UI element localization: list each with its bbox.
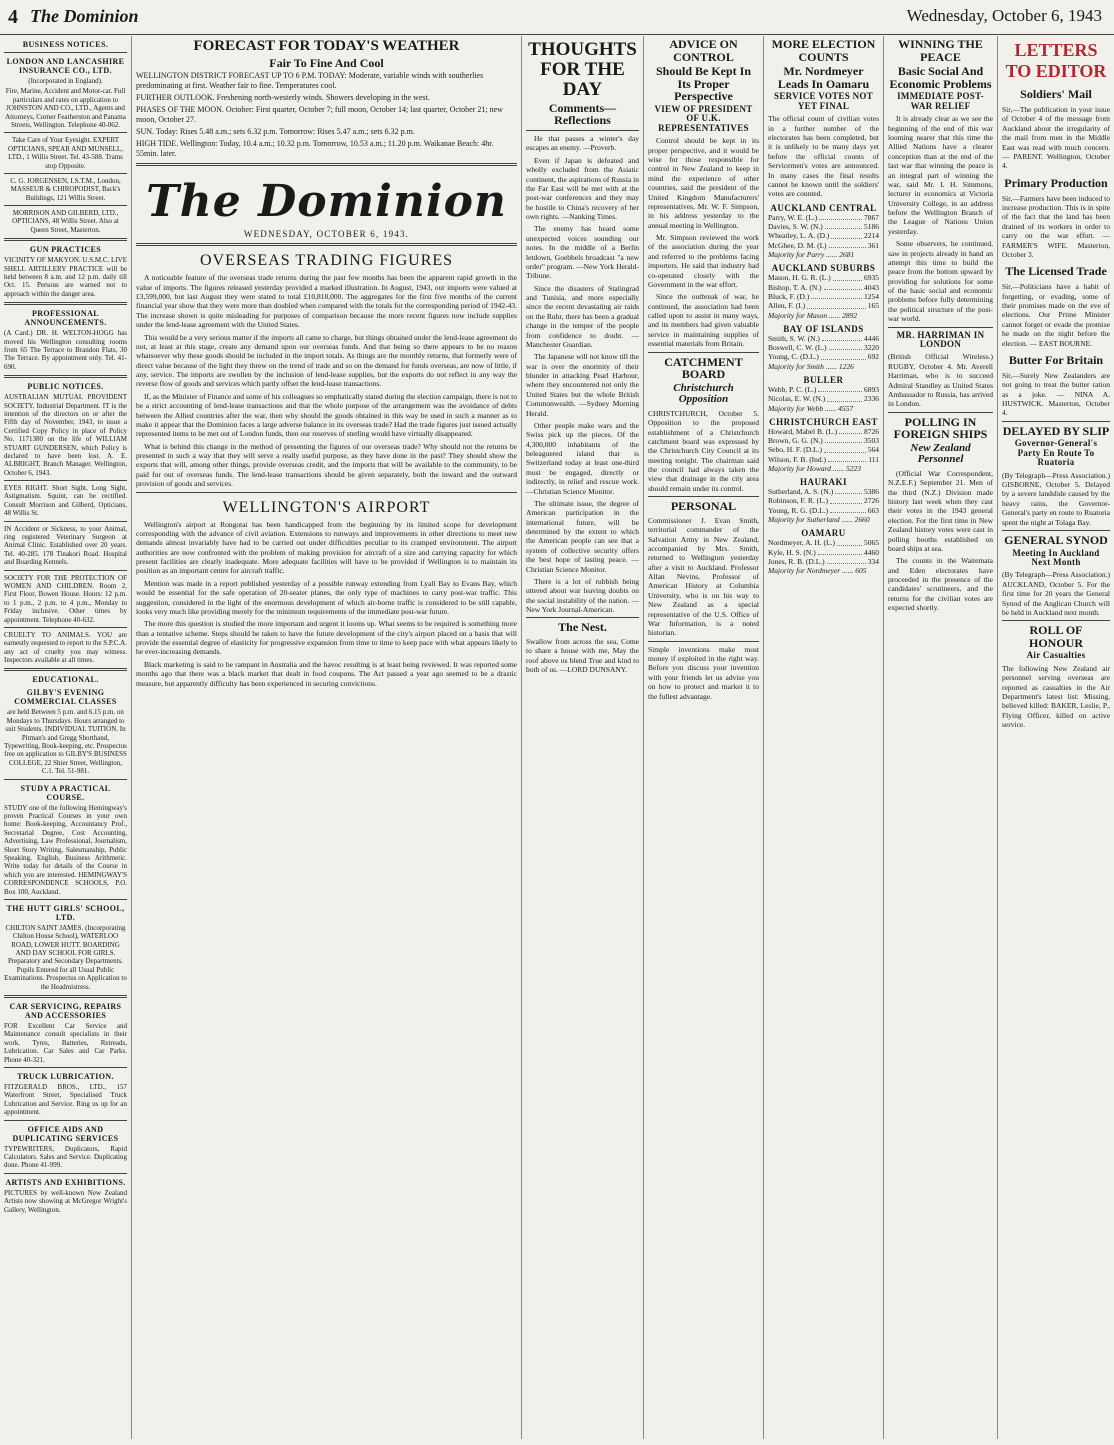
- thoughts-subheading: Comments—Reflections: [548, 100, 617, 128]
- catchment-body: CHRISTCHURCH, October 5. Opposition to the proposed establishment of a Christchurch catchment board was expressed by the Christchurch City Council at its meeting tonight. The chairman said the council had always taken the view that drainage in the city area should remain under its control.: [648, 408, 759, 493]
- office-aids-text: TYPEWRITERS, Duplicators, Rapid Calculators. Sales and Service. Duplicating done. Phone 41-999.: [4, 1144, 127, 1170]
- candidate-row: [768, 213, 879, 222]
- candidate-name: Webb, P. C. (L.): [768, 384, 817, 394]
- candidate-row: [768, 436, 879, 445]
- editorial-trade-p2: This would be a very serious matter if the imports all came to charge, but things obtained under the lend-lease agreement do not, at least at this stage, create any demand upon our overseas funds. And that being so there appears to be no reason whatsoever why these goods should be included in the import totals. As things are the monthly returns, that formerly were of direct value because of the light they threw on the trend of trade and so on the demand for funds overseas, are now of little, if any, service. The imports are swollen by the inclusion of lend-lease supplies, but the exports do not reflect in any way the reverse flow of goods and services which partly offset the lend-lease transactions.: [136, 332, 517, 389]
- electorate-majority: Majority for Parry ...... 2681: [768, 250, 855, 260]
- weather-outlook: FURTHER OUTLOOK. Freshening north-westerly winds. Showers developing in the west.: [136, 93, 430, 103]
- candidate-row: [768, 487, 879, 496]
- harriman-body: (British Official Wireless.) RUGBY, October 4. Mr. Averell Harriman, who is to succeed Admiral Standley as United States Ambassador to Russia, has arrived in London.: [888, 352, 993, 409]
- editorial-airport-p2: Mention was made in a report published yesterday of a possible runway extending from Lyall Bay to Evans Bay, which would be essential for the safe operation of 20-seater planes, the only type of machines to carry post-war traffic. This suggestion, considered in the light of the enormous development of which air-borne traffic is considered to be still capable, looks very much like providing merely for the minimum requirements of the immediate post-war future.: [136, 578, 517, 616]
- candidate-votes: 6893: [864, 384, 879, 394]
- candidate-name: Davies, S. W. (N.): [768, 222, 823, 231]
- public-notice-eyes: EYES RIGHT. Short Sight, Long Sight, Astigmatism. Squint, can be rectified. Consult Morrison and Gilberd, Opticians, 48 Willis St.: [4, 484, 127, 518]
- candidate-votes: 334: [867, 556, 879, 566]
- peace-heading: WINNING THE PEACE: [898, 37, 983, 64]
- gun-practices-text: VICINITY OF MAKYON. U.S.M.C. LIVE SHELL ARTILLERY PRACTICE will be held between 8 a.m. and 12 p.m. daily till Oct. 15. Persons are warned not to approach within the danger area.: [4, 256, 127, 298]
- masseur-notice-text: C. G. JORGENSEN, I.S.T.M., London, MASSEUR & CHIROPODIST, Back's Buildings, 121 Willis Street.: [10, 176, 121, 202]
- catchment-heading: CATCHMENT BOARD: [664, 354, 743, 382]
- thoughts-item: The Japanese will not know till the war is over the enormity of their blunder in attacking Pearl Harbour, where they encountered not only the United States but the whole British Commonwealth. —Sydney Morning Herald.: [526, 352, 639, 418]
- letter-body: Sir,—The publication in your issue of October 4 of the message from Auckland about the irregularity of the mail from men in the Middle East was read with much concern. — PARENT. Wellington, October 4.: [1002, 105, 1110, 171]
- candidate-votes: 692: [867, 352, 879, 362]
- candidate-votes: 5386: [864, 487, 879, 496]
- candidate-votes: 4460: [864, 547, 879, 557]
- electorate-title: CHRISTCHURCH EAST: [769, 416, 878, 427]
- column-business-notices: [0, 36, 132, 1439]
- harriman-heading: MR. HARRIMAN IN LONDON: [896, 329, 985, 349]
- section-business-notices: BUSINESS NOTICES.: [22, 40, 109, 49]
- candidate-votes: 3220: [864, 343, 879, 352]
- thoughts-heading: THOUGHTS FOR THE DAY: [528, 39, 637, 100]
- election-subheading: Mr. Nordmeyer Leads In Oamaru: [777, 64, 870, 91]
- roll-heading: ROLL OF HONOUR: [1029, 623, 1083, 650]
- electorate-title: AUCKLAND CENTRAL: [770, 202, 877, 213]
- candidate-name: McGhee, D. M. (I.): [768, 240, 827, 250]
- section-educational: EDUCATIONAL.: [32, 675, 99, 685]
- electorate-title: OAMARU: [801, 528, 846, 539]
- weather-subheading: Fair To Fine And Cool: [269, 55, 384, 70]
- control-subheading-2: VIEW OF PRESIDENT OF U.K. REPRESENTATIVES: [654, 103, 753, 133]
- synod-heading: GENERAL SYNOD: [1004, 532, 1108, 547]
- weather-tide: HIGH TIDE. Wellington: Today, 10.4 a.m.; 10.32 p.m. Tomorrow, 10.53 a.m.; 11.20 p.m. Waikanae Beach: 4hr. 55min. later.: [136, 139, 494, 159]
- election-subheading-2: SERVICE VOTES NOT YET FINAL: [774, 91, 873, 111]
- control-heading: ADVICE ON CONTROL: [669, 37, 738, 64]
- candidate-name: Smith, S. W. (N.): [768, 333, 820, 343]
- candidate-row: [768, 292, 879, 301]
- candidate-votes: 111: [868, 454, 879, 464]
- candidate-votes: 2726: [864, 496, 879, 506]
- candidate-votes: 663: [867, 505, 879, 515]
- column-thoughts: [522, 36, 644, 1439]
- column-editorial: [132, 36, 522, 1439]
- gilby-classes-text: are held Between 5 p.m. and 6.15 p.m. on Mondays to Thursdays. Hours arranged to suit Students. INDIVIDUAL TUITION. In Pitman's and Gregg Shorthand, Typewriting, Book-keeping, etc. Prospectus free on application to GILBY'S BUSINESS COLLEGE, 22 Shier Street, Wellington, C.1. Tel. 51-981.: [4, 708, 127, 776]
- candidate-name: Allen, F. (I.): [768, 301, 806, 311]
- editorial-trade-p3: If, as the Minister of Finance and some of his colleagues so emphatically stated during the election campaign, there is not to be a strict accounting of lend-lease transactions and that the whole purpose of the arrangement was the avoidance of debts between the Allied countries after the war, then why should the goods obtained in this way be used in such a manner as to make it appear that the Dominion faces a large adverse balance in its overseas trade? Had the trade figures just issued actually represented items to be met out of London funds, then our reserves of sterling would have virtually disappeared.: [136, 391, 517, 439]
- control-p1: Control should be kept in its proper perspective, and it would be wise for those responsible for control in New Zealand to keep in mind the experience of other countries, said the president of the United Kingdom Manufacturers' representatives, Mr. W. F. Simpson, in his address yesterday to the annual meeting in Wellington.: [648, 136, 759, 230]
- thoughts-item: Other people make wars and the Swiss pick up the pieces. Of the 4,300,000 inhabitants of the beleaguered island that is Switzerland today at least one-third must be engaged, directly or indirectly, in relief and rescue work. —Christian Science Monitor.: [526, 420, 639, 496]
- personal-body: Commissioner J. Evan Smith, territorial commander of the Salvation Army in New Zealand, accompanied by Mrs. Smith, returned to Wellington yesterday after a visit to Auckland. Professor Allan Nevins, Professor of American History at Columbia University, who is on his way to New Zealand as a special representative of the U.S. Office of War Information, is a noted historian.: [648, 515, 759, 638]
- candidate-name: Wilson, F. B. (Ind.): [768, 454, 827, 464]
- letter-title: Butter For Britain: [1008, 352, 1104, 367]
- polling-p1: (Official War Correspondent, N.Z.E.F.) September 21. Men of the third (N.Z.) Division made history last week when they cast their votes in the 1943 general election. For the first time in New Zealand history votes were cast in polling booths established on board ships at sea.: [888, 468, 993, 553]
- paper-name: The Dominion: [30, 6, 139, 26]
- thoughts-item: The enemy has heard some unexpected voices sounding our notes. In the middle of a Berlin letdown, Goebbels broadcast "a new order" program. —New York Herald-Tribune.: [526, 224, 639, 281]
- polling-heading: POLLING IN FOREIGN SHIPS: [893, 414, 988, 442]
- study-course-text: STUDY one of the following Hemingway's proven Practical Courses in your own home: Book-keeping, Accountancy Prof., Secretarial Degree, Cost Accounting, Advertising, Law Professional, Journalism, Short Story Writing, Salesmanship, Public Speaking, English, Business Arithmetic. Write today for details of the Course in which you are interested. HEMINGWAY'S CORRESPONDENCE SCHOOLS, P.O. Box 100, Auckland.: [4, 803, 127, 896]
- candidate-name: Young, C. (D.L.): [768, 352, 819, 362]
- professional-text: (A Card.) DR. H. WELTON-HOGG has moved his Wellington consulting rooms from 65 The Terrace to Brandon Flats, 30 The Terrace. By appointment only. Tel. 41-690.: [4, 329, 127, 371]
- electorate-title: BAY OF ISLANDS: [783, 323, 864, 334]
- candidate-row: [768, 231, 879, 240]
- personal-heading: PERSONAL: [670, 499, 737, 514]
- weather-sun: SUN. Today: Rises 5.48 a.m.; sets 6.32 p.m. Tomorrow: Rises 5.47 a.m.; sets 6.32 p.m.: [136, 127, 415, 137]
- candidate-name: Nicolas, E. W. (N.): [768, 394, 826, 404]
- letter-body: Sir,—Surely New Zealanders are not going to treat the butter ration as a joke. — NINA A. HUSTWICK. Masterton, October 4.: [1002, 370, 1110, 418]
- candidate-votes: 2336: [864, 394, 879, 404]
- peace-subheading-2: IMMEDIATE POST-WAR RELIEF: [897, 91, 984, 111]
- truck-lubrication-text: FITZGERALD BROS., LTD., 157 Waterfront Street, Specialised Truck Lubrication and Service. Ring us up for an appointment.: [4, 1082, 127, 1117]
- candidate-row: [768, 352, 879, 361]
- insurance-notice-title: LONDON AND LANCASHIRE INSURANCE CO., LTD.: [6, 57, 125, 75]
- roll-body: The following New Zealand air personnel serving overseas are reported as casualties in the Air Department's latest list: Missing, believed killed: BAKER, Leslie, P., Flying Officer, killed on active service.: [1002, 663, 1110, 730]
- candidate-row: [768, 557, 879, 566]
- candidate-row: [768, 496, 879, 505]
- editorial-airport-title: WELLINGTON'S AIRPORT: [222, 498, 431, 516]
- morrison-notice-text: MORRISON AND GILBERD, LTD., OPTICIANS, 48 Willis Street. Also at Queen Street, Masterton.: [12, 209, 119, 234]
- thoughts-item: Since the disasters of Stalingrad and Tunisia, and more especially since the recent devastating air raids on the Ruhr, there has been a gradual change in the temper of the people from confidence to doubt. —Manchester Guardian.: [526, 283, 639, 349]
- editorial-trade-body: [136, 273, 517, 488]
- roll-subheading: Air Casualties: [1026, 650, 1086, 661]
- weather-moon: PHASES OF THE MOON. October: First quarter, October 7; full moon, October 14; last quarter, October 21; new moon, October 27.: [136, 105, 503, 125]
- thoughts-item: The ultimate issue, the degree of American participation in the international future, will be determined by the extent to which the American people can see that a system of collective security offers the best hope of lasting peace. —Christian Science Monitor.: [526, 498, 639, 574]
- thoughts-item: Even if Japan is defeated and wholly excluded from the Asiatic continent, the aspirations of Russia in the Far East will be met with at the post-war conferences and they may be hostile to China's recovery of her own rights. —Nanking Times.: [526, 155, 639, 221]
- insurance-notice-sub: (Incorporated in England).: [28, 77, 103, 85]
- column-peace: [884, 36, 998, 1439]
- peace-p2: Some observers, he continued, saw in projects already in hand an attempt this time to build the peace from the bottom upward by providing for solutions for some of the basic social and economic problems before fully determining the political structure of the post-war world.: [888, 239, 993, 324]
- study-course-title: STUDY A PRACTICAL COURSE.: [20, 783, 111, 802]
- candidate-row: [768, 548, 879, 557]
- candidate-name: Nordmeyer, A. H. (L.): [768, 538, 835, 548]
- candidate-row: [768, 455, 879, 464]
- candidate-row: [768, 343, 879, 352]
- editorial-trade-title: OVERSEAS TRADING FIGURES: [199, 252, 454, 270]
- candidate-name: Kyle, H. S. (N.): [768, 547, 816, 557]
- electorate-majority: Majority for Howard ...... 5223: [768, 464, 862, 473]
- candidate-name: Bluck, F. (D.): [768, 291, 810, 301]
- public-notice-vet: IN Accident or Sickness, to your Animal, ring registered Veterinary Surgeon at Animal Clinic. Established over 20 years. Tel. 40-285. 178 Tinakori Road. Hospital and Boarding Kennels.: [4, 524, 127, 567]
- candidate-row: [768, 334, 879, 343]
- candidate-name: Brown, G. G. (N.): [768, 435, 823, 445]
- election-heading: MORE ELECTION COUNTS: [771, 37, 876, 64]
- candidate-votes: 8726: [864, 426, 879, 436]
- poem-title: The Nest.: [558, 620, 607, 635]
- letter-body: Sir,—Politicians have a habit of forgetting, or evading, some of their promises made on the eve of elections. Our Prime Minister cannot forget or evade the promise he made on the night before the election. — EAST BOURNE.: [1002, 282, 1110, 348]
- candidate-row: [768, 506, 879, 515]
- electorate-majority: Majority for Mason ...... 2892: [768, 310, 858, 320]
- issue-date: Wednesday, October 6, 1943: [906, 6, 1102, 25]
- editorial-airport-p1: Wellington's airport at Rongotai has been handicapped from the beginning by its limited scope for development corresponding with the advance of civil aviation. Extensions to runways and improvements in other directions to meet new demands almost invariably have had to be carried out under difficulties peculiar to its cramped environment. The airport authorities are now confronted with the problem of making provision for aircraft of a size and carrying capacity for which present facilities are clearly inadequate. More adequate facilities will have to be provided if Wellington is to maintain its position as an important centre for aircraft traffic.: [136, 519, 517, 576]
- candidate-votes: 4043: [864, 282, 879, 292]
- section-gun-practices: GUN PRACTICES: [29, 245, 102, 255]
- candidate-row: [768, 427, 879, 436]
- thoughts-body: [526, 134, 639, 614]
- gilby-classes-title: GILBY'S EVENING COMMERCIAL CLASSES: [14, 688, 117, 707]
- polling-p2: The counts in the Waitemata and Eden electorates have proceeded in the presence of the candidates' scrutineers, and the returns for the civilian votes are expected shortly.: [888, 556, 993, 613]
- letter-title: The Licensed Trade: [1005, 264, 1107, 279]
- poem-text: Swallow from across the sea, Come to share a house with me, May the roof above us blend True and kind to both of us. —LORD DUNSANY.: [526, 636, 639, 675]
- thoughts-item: He that passes a winter's day escapes an enemy. —Proverb.: [526, 134, 639, 153]
- peace-body: [888, 114, 993, 323]
- car-servicing-text: FOR Excellent Car Service and Maintenance consult specialists in their work. Tyres, Batteries, Retreads, Lubrication. Car Sales and Car Parks. Phone 40-321.: [4, 1022, 127, 1064]
- electorate-title: BULLER: [803, 374, 844, 385]
- election-intro: The official count of civilian votes in a further number of the electorates has been completed, but it is unlikely to be many days yet before the official counts of Servicemen's votes are announced. In many cases the final results cannot be known until the soldiers' votes are counted.: [768, 114, 879, 199]
- candidate-name: Young, R. G. (D.L.): [768, 505, 829, 515]
- candidate-name: Wheatley, L. A. (D.): [768, 231, 830, 241]
- electorate-majority: Majority for Webb ...... 4557: [768, 403, 854, 413]
- hutt-school-title: THE HUTT GIRLS' SCHOOL, LTD.: [6, 903, 125, 922]
- candidate-votes: 4446: [864, 333, 879, 343]
- optician-notice-text: Take Care of Your Eyesight. EXPERT OPTICIANS, SPEAR AND MUNSELL, LTD., 1 Willis Street. Tel. 43-588. Trams stop Opposite.: [8, 136, 123, 170]
- candidate-row: [768, 385, 879, 394]
- page-header: [0, 0, 1114, 35]
- column-control: [644, 36, 764, 1439]
- catchment-subheading: Christchurch Opposition: [673, 381, 734, 406]
- weather-heading: FORECAST FOR TODAY'S WEATHER: [193, 38, 460, 54]
- public-notice-society: SOCIETY FOR THE PROTECTION OF WOMEN AND CHILDREN. Room 2, First Floor, Bowen House. Hours: 12 p.m. to 1 p.m., 2 p.m. to 4 p.m., Monday to Friday inclusive. Other times by appointment. Telephone 40-632.: [4, 573, 127, 624]
- candidate-votes: 5065: [864, 538, 879, 548]
- candidate-row: [768, 241, 879, 250]
- electorate-majority: Majority for Sutherland ...... 2660: [768, 515, 870, 525]
- synod-body: (By Telegraph—Press Association.) AUCKLAND, October 5. For the first time for 20 years the General Synod of the Anglican Church will be held in Auckland next month.: [1002, 570, 1110, 617]
- hutt-school-text: CHILTON SAINT JAMES. (Incorporating Chilton House School), WATERLOO ROAD, LOWER HUTT. BOARDING AND DAY SCHOOL FOR GIRLS. Preparatory and Secondary Departments. Pupils Entered for all Usual Public Examinations. Prospectus on Application to the Headmistress.: [4, 923, 127, 991]
- candidate-row: [768, 283, 879, 292]
- electorate-majority: Majority for Nordmeyer ...... 605: [768, 566, 867, 576]
- candidate-votes: 6935: [864, 273, 879, 283]
- candidate-name: Boswell, C. W. (L.): [768, 343, 827, 352]
- candidate-votes: 1254: [864, 291, 879, 301]
- public-notice-amp: AUSTRALIAN MUTUAL PROVIDENT SOCIETY. Industrial Department. IT is the intention of the directors on or after the Fifth day of November, 1943, to issue a Certified Copy Policy in place of Policy No. 1171380 on the life of WILLIAM STUART GUNDERSEN, which Policy is declared to have been lost. A. E. ALBRIGHT, Branch Manager. Wellington, October 6, 1943.: [4, 393, 127, 477]
- election-results: [768, 203, 879, 576]
- control-body: [648, 136, 759, 348]
- insurance-notice-text: Fire, Marine, Accident and Motor-car. Full particulars and rates on application to JOHNSTON AND CO., LTD., Agents and Attorneys, Corner Featherston and Panama Streets, Wellington. Telephone 40-062.: [5, 87, 126, 129]
- section-public-notices: PUBLIC NOTICES.: [27, 382, 104, 392]
- candidate-votes: 7867: [864, 212, 879, 222]
- candidate-row: [768, 301, 879, 310]
- candidate-row: [768, 273, 879, 282]
- editorial-airport-body: [136, 520, 517, 688]
- candidate-votes: 5186: [864, 222, 879, 231]
- electorate-majority: Majority for Smith ...... 1226: [768, 361, 854, 371]
- column-election: [764, 36, 884, 1439]
- thoughts-item: There is a lot of rubbish being uttered about war leaving doubts on the social instability of the nation. —New York Journal-American.: [526, 576, 639, 614]
- candidate-row: [768, 538, 879, 547]
- public-notice-cruelty: CRUELTY TO ANIMALS. YOU are earnestly requested to report to the S.P.C.A. any act of cruelty you may witness. Inspectors available at all times.: [4, 630, 127, 665]
- candidate-name: Jones, R. B. (D.L.): [768, 556, 825, 566]
- editorial-airport-p3: The more this question is studied the more important and urgent it looms up. What seems to be required is something more than a tentative scheme. Steps should be taken to have the future development of the city's airport placed on a basis that will provide the essential degree of elasticity for progressive expansion from time to time to keep pace with what appears likely to be ever-increasing demands.: [136, 619, 517, 657]
- slip-heading: DELAYED BY SLIP: [1002, 423, 1110, 438]
- candidate-row: [768, 394, 879, 403]
- car-servicing-title: CAR SERVICING, REPAIRS AND ACCESSORIES: [9, 1002, 122, 1021]
- inventions-ad: Simple inventions make most money if exploited in the right way. Before you discuss your invention with your friends let us advise you on how to protect and market it to the fullest advantage.: [648, 644, 759, 701]
- candidate-votes: 361: [867, 240, 879, 250]
- editorial-trade-p1: A noticeable feature of the overseas trade returns during the past few months has been the apparent rapid growth in the value of imports. The figures released yesterday provided a marked illustration. In August, 1943, our imports were valued at £3,599,000, but last August they were stated to total £10,818,000. The aggregates for the first five months of the current financial year show that they were more than doubled when compared with the totals for the corresponding period of 1942-43. The increase shown is quite misleading for purposes of comparison because the more recent figures now include supplies under the lend-lease agreement with the United States.: [136, 273, 517, 330]
- electorate-title: AUCKLAND SUBURBS: [771, 263, 876, 274]
- polling-body: [888, 469, 993, 613]
- candidate-votes: 3503: [864, 435, 879, 445]
- page-number: 4: [8, 6, 18, 28]
- editorial-airport-p4: Black marketing is said to be rampant in Australia and the havoc resulting is at least being reviewed. It was reported some months ago that there was a black market that dealt in food coupons. The Act passed a year ago seemed to be a drastic measure, but apparently difficulty has been experienced in securing convictions.: [136, 659, 517, 688]
- slip-body: (By Telegraph—Press Association.) GISBORNE, October 5. Delayed by a severe landslide caused by the heavy rains, the Governor-General's party en route to Ruatoria spent the night at Tolaga Bay.: [1002, 470, 1110, 527]
- control-subheading: Should Be Kept In Its Proper Perspective: [655, 64, 752, 104]
- slip-subheading: Governor-General's Party En Route To Ruatoria: [1014, 438, 1098, 468]
- column-letters: [998, 36, 1114, 1439]
- office-aids-title: OFFICE AIDS AND DUPLICATING SERVICES: [12, 1124, 119, 1143]
- letter-body: Sir,—Farmers have been induced to increase production. This is in spite of the fact that the land has been drained of its workers in order to carry on the war effort. — FARMER'S WIFE. Masterton, October 3.: [1002, 193, 1110, 259]
- control-p3: Since the outbreak of war, he continued, the association had been called upon to assist in many ways, and its members had given valuable service in maintaining supplies of essential materials from Britain.: [648, 292, 759, 349]
- candidate-votes: 2214: [864, 231, 879, 241]
- candidate-name: Bishop, T. A. (N.): [768, 282, 822, 292]
- truck-lubrication-title: TRUCK LUBRICATION.: [17, 1071, 114, 1081]
- section-professional: PROFESSIONAL ANNOUNCEMENTS.: [24, 309, 107, 328]
- editorial-trade-p4: What is behind this change in the method of presenting the figures of our overseas trade? Why should not the returns be presented in such a way that they will serve a really useful purpose, as they have done in the past? They should show the exports that will, among other things, provide overseas credit, and the imports that will be available to the community, to be paid for out of overseas funds. The lend-lease transactions should be given separately, both the inward and the outward provision of goods and services.: [136, 441, 517, 489]
- letters-section-title: LETTERS TO EDITOR: [1005, 40, 1107, 81]
- peace-p1: It is already clear as we see the beginning of the end of this war looming nearer that this time the Allied Nations have a clearer conception than at the end of the last war that winning the peace is an integral part of winning the war, said Mr. I. H. Simmons, lecturer in economics at Victoria University College, in an address before the Wellington Branch of the League of Nations Union yesterday.: [888, 114, 993, 236]
- electorate-title: HAURAKI: [799, 477, 847, 487]
- synod-subheading: Meeting In Auckland Next Month: [1012, 547, 1100, 567]
- polling-subheading: New Zealand Personnel: [910, 441, 971, 466]
- letter-title: Soldiers' Mail: [1020, 87, 1092, 101]
- masthead-title: The Dominion: [146, 176, 507, 228]
- candidate-name: Parry, W. E. (L.): [768, 212, 818, 222]
- peace-subheading: Basic Social And Economic Problems: [889, 64, 992, 91]
- weather-forecast: WELLINGTON DISTRICT FORECAST UP TO 6 P.M. TODAY: Moderate, variable winds with southerlies predominating at first. Weather fair to fine. Temperatures cool.: [136, 71, 484, 91]
- candidate-name: Howard, Mabel B. (L.): [768, 426, 838, 436]
- artists-title: ARTISTS AND EXHIBITIONS.: [5, 1177, 126, 1187]
- letter-title: Primary Production: [1004, 175, 1108, 190]
- candidate-name: Robinson, F. R. (L.): [768, 496, 829, 506]
- masthead-date: WEDNESDAY, OCTOBER 6, 1943.: [243, 229, 410, 240]
- artists-text: PICTURES by well-known New Zealand Artists now showing at McGregor Wright's Gallery, Wellington.: [4, 1188, 127, 1214]
- control-p2: Mr. Simpson reviewed the work of the association during the year and referred to the problems facing importers. He said that industry had co-operated closely with the Government in the war effort.: [648, 233, 759, 289]
- candidate-row: [768, 445, 879, 454]
- candidate-votes: 564: [867, 445, 879, 455]
- candidate-name: Sutherland, A. S. (N.): [768, 487, 834, 496]
- candidate-name: Sebo, H. F. (D.L.): [768, 445, 822, 455]
- candidate-votes: 165: [867, 301, 879, 311]
- candidate-row: [768, 222, 879, 231]
- candidate-name: Mason, H. G. R. (L.): [768, 273, 831, 283]
